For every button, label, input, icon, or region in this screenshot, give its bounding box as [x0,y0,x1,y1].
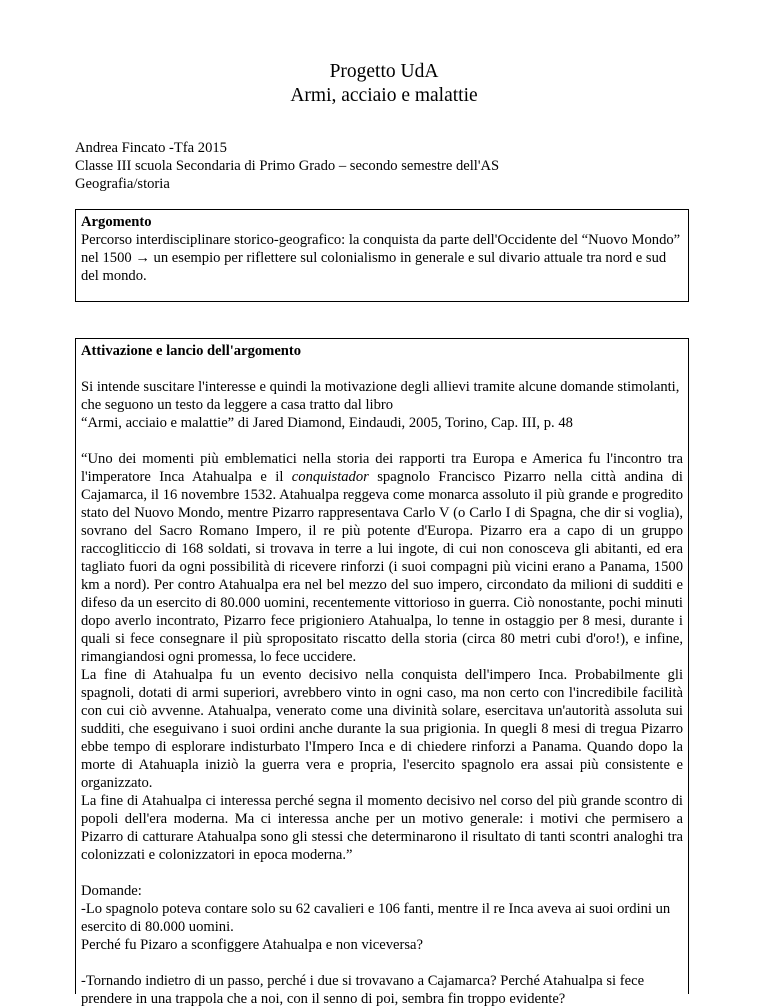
question-1: -Lo spagnolo poteva contare solo su 62 cavalieri e 106 fanti, mentre il re Inca aveva ai suoi ordini un esercito di 80.000 uomini. [81,901,671,935]
domande-label: Domande: [81,883,142,899]
quote-p1-part-b: spagnolo Francisco Pizarro nella città andina di Cajamarca, il 16 novembre 1532. Atahualpa reggeva come monarca assoluto il più grande e progredito stato del Nuovo Mondo, mentre Pizarro rappresentava Carlo V (o Carlo I di Spagna, che dir si voglia), sovrano del Sacro Romano Impero, il re più potente d'Europa. Pizarro era a capo di un gruppo raccogliticcio di 168 soldati, si trovava in terre a lui ingote, di cui non conosceva gli abitanti, ed era tagliato fuori da ogni possibilità di ricevere rinforzi (i suoi compagni più vicini erano a Panama, 1500 km a nord). Per contro Atahualpa era nel bel mezzo del suo impero, circondato da milioni di sudditi e difeso da un esercito di 80.000 uomini, recentemente vittorioso in guerra. Ciò nonostante, pochi minuti dopo averlo incontrato, Pizarro fece prigioniero Atahualpa, lo tenne in ostaggio per 8 mesi, durante i quali si fece consegnare il più spropositato riscatto della storia (circa 80 metri cubi d'oro!), e infine, rimangiandosi ogni promessa, lo fece uccidere. [81,469,683,665]
title-line-2: Armi, acciaio e malattie [290,85,478,106]
title-line-1: Progetto UdA [329,61,439,82]
attivazione-intro: Si intende suscitare l'interesse e quindi la motivazione degli allievi tramite alcune domande stimolanti, che seguono un testo da leggere a casa tratto dal libro [81,379,680,413]
attivazione-source: “Armi, acciaio e malattie” di Jared Diamond, Eindaudi, 2005, Torino, Cap. III, p. 48 [81,415,573,431]
question-1-followup: Perché fu Pizaro a sconfiggere Atahualpa e non viceversa? [81,937,423,953]
quote-paragraph-2: La fine di Atahualpa fu un evento decisivo nella conquista dell'impero Inca. Probabilmente gli spagnoli, dotati di armi superiori, avrebbero vinto in ogni caso, ma non certo con l'incredibile facilità con cui ciò avvenne. Atahualpa, venerato come una divinità solare, esercitava un'autorità assoluta sui sudditi, che eseguivano i suoi ordini anche durante la sua prigionia. In quegli 8 mesi di tregua Pizarro ebbe tempo di esplorare indisturbato l'Impero Inca e di chiedere rinforzi a Panama. Quando dopo la morte di Atahuapla iniziò la guerra vera e propria, l'esercito spagnolo era assai più consistente e organizzato. [81,667,683,791]
argomento-text: Percorso interdisciplinare storico-geografico: la conquista da parte dell'Occidente del “Nuovo Mondo” nel 1500 → un esempio per riflettere sul colonialismo in generale e sul divario attuale tra nord e sud del mondo. [81,232,681,284]
quote-p1-part-a: “Uno dei momenti più emblematici nella storia dei rapporti tra Europa e America fu l'incontro tra l'imperatore Inca Atahualpa e il [81,451,683,485]
argomento-box [75,209,689,302]
author-line: Andrea Fincato -Tfa 2015 [75,140,227,156]
document-title [0,60,768,108]
attivazione-heading: Attivazione e lancio dell'argomento [81,343,302,359]
subject-line: Geografia/storia [75,176,170,192]
quote-paragraph-3: La fine di Atahualpa ci interessa perché segna il momento decisivo nel corso del più grande scontro di popoli dell'era moderna. Ma ci interessa anche per un motivo generale: i motivi che permisero a Pizarro di catturare Atahualpa sono gli stessi che determinarono il risultato di tanti scontri analoghi tra colonizzati e colonizzatori in epoca moderna.” [81,793,683,863]
argomento-heading: Argomento [81,214,152,230]
quote-p1-emphasis: conquistador [291,469,369,485]
attivazione-box [75,338,689,1007]
question-2: -Tornando indietro di un passo, perché i due si trovavano a Cajamarca? Perché Atahualpa si fece prendere in una trappola che a noi, con il senno di poi, sembra fin troppo evidente? [81,973,645,1007]
quote-paragraph-1 [81,450,683,666]
class-line: Classe III scuola Secondaria di Primo Grado – secondo semestre dell'AS [75,158,500,174]
document-meta [75,139,499,193]
